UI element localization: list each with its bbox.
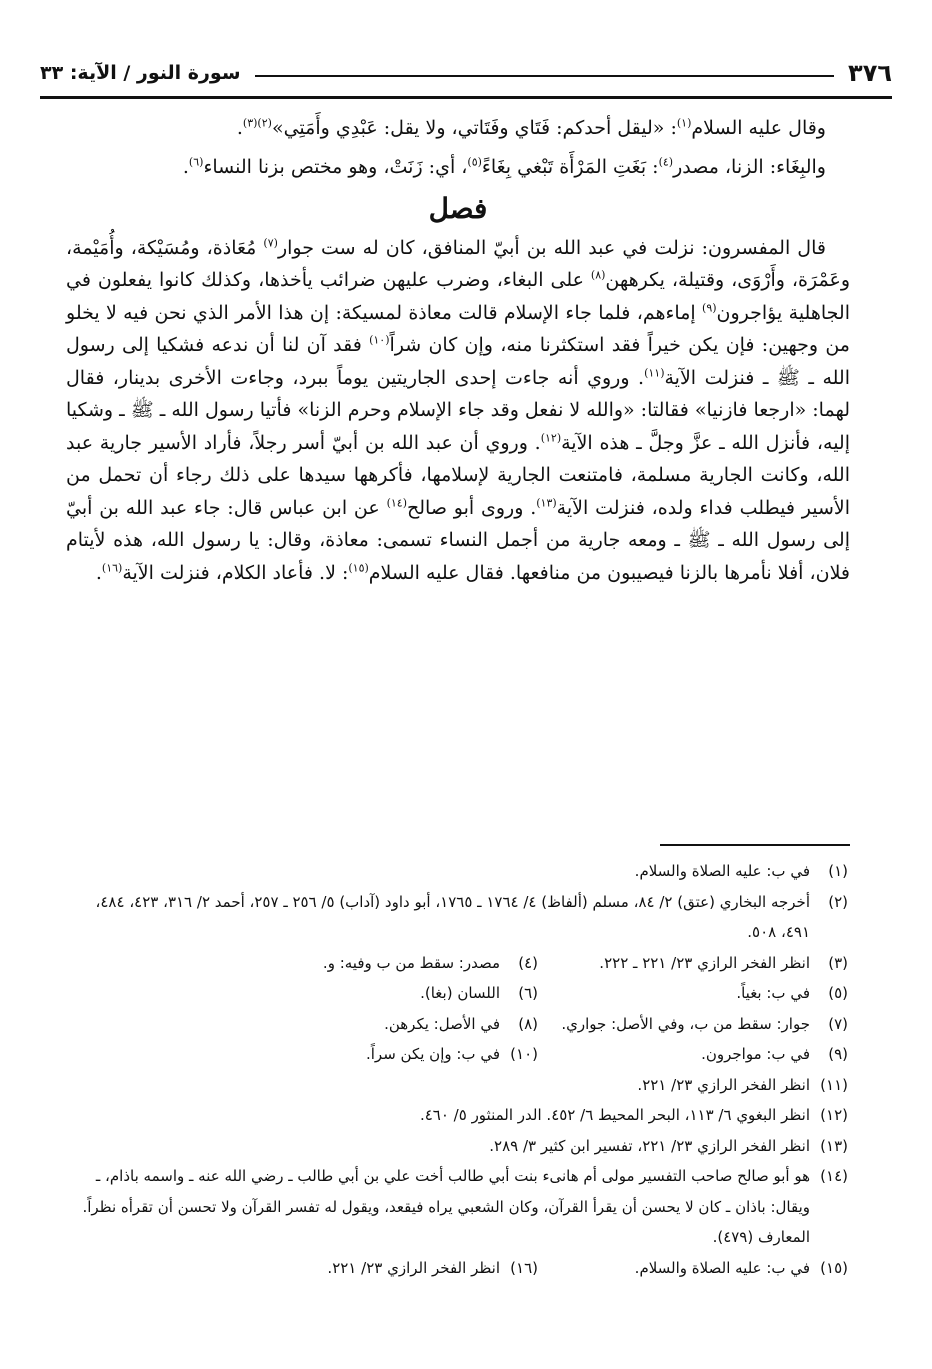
text-span: : بَغَتِ المَرْأَة تَبْغي بِغَاءً (481, 155, 659, 178)
footnote-item (66, 1070, 848, 1101)
footnote-item (228, 1009, 538, 1040)
footnote-text: انظر الفخر الرازي ٢٣/ ٢٢١ ـ ٢٢٢. (599, 953, 810, 972)
footnote-separator (660, 844, 850, 846)
footnote-ref: (٦) (188, 155, 204, 169)
text-span: قال المفسرون: نزلت في عبد الله بن أبيّ المنافق، كان له ست جوار (277, 236, 826, 259)
footnote-item (538, 978, 848, 1009)
footnote-text: انظر البغوي ٦/ ١١٣، البحر المحيط ٦/ ٤٥٢. الدر المنثور ٥/ ٤٦٠. (419, 1106, 810, 1124)
page-header (40, 50, 892, 99)
footnote-text: في ب: عليه الصلاة والسلام. (634, 1258, 810, 1277)
footnote-number: (١١) (820, 1075, 848, 1094)
text-span: . (95, 561, 102, 584)
footnote-ref: (١٥) (348, 561, 369, 575)
footnote-item (66, 1161, 848, 1253)
footnote-text: هو أبو صالح صاحب التفسير مولى أم هانىء بنت أبي طالب أخت علي بن أبي طالب ـ رضي الله عنه ـ واسمه باذام، ـ ويقال: باذان ـ كان لا يحسن أن يقرأ القرآن، وكان الشعبي يراه فيقعد، ويقول له تفسر القرآن ولا تحسن أن تقرأه نظراً. المعارف (٤٧٩). (82, 1167, 810, 1246)
footnote-number: (١٦) (510, 1258, 538, 1277)
footnote-item (66, 887, 848, 948)
text-span: إماءهم، فلما جاء الإسلام قالت معاذة لمسيكة: إن هذا الأمر الذي نحن فيه لا يخلو من وجهين: فإن يكن خيراً فقد استكثرنا منه، وإن كان شراً (66, 301, 850, 356)
footnote-text: أخرجه البخاري (عتق) ٢/ ٨٤، مسلم (ألفاظ) ٤/ ١٧٦٤ ـ ١٧٦٥، أبو داود (آداب) ٥/ ٢٥٦ ـ ٢٥٧، أحمد ٢/ ٣١٦، ٤٢٣، ٤٨٤، ٤٩١، ٥٠٨. (95, 892, 810, 941)
footnote-item (538, 1039, 848, 1070)
text-span: . وروى أبو صالح (406, 496, 537, 519)
footnote-text: اللسان (بغا). (420, 984, 500, 1002)
footnote-number: (١٥) (820, 1258, 848, 1277)
footnote-number: (٣) (828, 953, 848, 972)
text-span: مُعَاذة، ومُسَيْكة، وأُمَيْمة، وعَمْرَة، وأَرْوَى، وقتيلة، يكرههن (66, 236, 850, 291)
footnote-ref: (٧) (263, 236, 278, 250)
footnote-number: (١٣) (820, 1136, 848, 1155)
surah-title: سورة النور / الآية: ٣٣ (40, 62, 241, 84)
footnote-pair (66, 948, 848, 979)
paragraph-bigha (66, 151, 850, 184)
footnote-text: في الأصل: يكرهن. (384, 1014, 500, 1033)
footnote-item (228, 978, 538, 1009)
text-span: والبِغَاء: الزنا، مصدر (673, 155, 826, 178)
text-span: على البغاء، وضرب عليهن ضرائب يأخذها، وكذلك كانوا يفعلون في الجاهلية يؤاجرون (66, 269, 850, 324)
footnote-ref: (٨) (590, 268, 606, 282)
footnote-number: (٤) (518, 953, 538, 972)
footnote-pair (66, 1253, 848, 1284)
footnote-text: انظر الفخر الرازي ٢٣/ ٢٢١. (637, 1075, 810, 1094)
footnote-number: (١٢) (820, 1106, 848, 1124)
footnote-ref: (١٢) (540, 431, 562, 445)
text-span: : لا. فأعاد الكلام، فنزلت الآية (122, 561, 349, 584)
footnote-ref: (١) (676, 116, 692, 130)
footnote-item (66, 1100, 848, 1131)
footnote-item (538, 1009, 848, 1040)
footnote-text: في ب: وإن يكن سراً. (365, 1045, 500, 1063)
footnote-ref: (١٣) (536, 496, 557, 510)
footnote-text: مصدر: سقط من ب وفيه: و. (322, 953, 500, 972)
text-span: وقال عليه السلام (691, 117, 826, 139)
footnote-number: (٨) (518, 1014, 538, 1033)
text-span: عن ابن عباس قال: جاء عبد الله بن أبيّ إلى رسول الله ـ ﷺ ـ ومعه جارية من أجمل النساء تسمى: معاذة، وقال: يا رسول الله، هذه لأيتام فلان، أفلا نأمرها بالزنا فيصيبون من منافعها. فقال عليه السلام (66, 496, 850, 584)
footnote-number: (٩) (828, 1045, 848, 1063)
text-span: ، أي: زَنَتْ، وهو مختص بزنا النساء (203, 155, 468, 178)
footnote-number: (٥) (828, 984, 848, 1002)
paragraph-hadith (66, 112, 850, 145)
footnote-text: في ب: عليه الصلاة والسلام. (634, 862, 810, 880)
text-span: . وروي أنه جاءت إحدى الجاريتين يوماً ببرد، وجاءت الأخرى بدينار، فقال لهما: «ارجعا فازنيا» فقالتا: «والله لا نفعل وقد جاء الإسلام وحرم الزنا» فأتيا رسول الله ـ ﷺ ـ وشكيا إليه، فأنزل الله ـ عزَّ وجلَّ ـ هذه الآية (66, 366, 850, 454)
section-title: فصل (428, 192, 488, 225)
footnote-text: في ب: مواجرون. (701, 1045, 810, 1063)
footnotes (66, 856, 848, 1283)
footnote-number: (١٤) (820, 1167, 848, 1185)
footnote-text: في ب: بغياً. (736, 984, 810, 1002)
footnote-item (228, 948, 538, 979)
footnote-number: (١) (828, 862, 848, 880)
footnote-number: (٢) (828, 892, 848, 911)
footnote-ref: (١٠) (369, 333, 390, 347)
footnote-ref: (٤) (658, 155, 674, 169)
footnote-item (228, 1253, 538, 1284)
text-span: : «ليقل أحدكم: فَتَاي وفَتَاتي، ولا يقل: عَبْدِي وأَمَتِي» (271, 117, 677, 139)
footnote-item (228, 1039, 538, 1070)
footnote-ref: (١٤) (386, 496, 407, 510)
footnote-number: (١٠) (510, 1045, 538, 1063)
paragraph-tafsir (66, 232, 850, 590)
footnote-item (538, 948, 848, 979)
footnote-number: (٧) (828, 1014, 848, 1033)
text-span: فقد آن لنا أن ندعه فشكيا إلى رسول الله ـ ﷺ ـ فنزلت الآية (66, 334, 850, 389)
footnote-ref: (٥) (467, 155, 482, 169)
footnote-number: (٦) (518, 984, 538, 1002)
header-rule (255, 75, 835, 77)
footnote-item (66, 856, 848, 887)
footnote-pair (66, 978, 848, 1009)
footnote-text: جوار: سقط من ب، وفي الأصل: جواري. (561, 1014, 810, 1033)
footnote-ref: (٩) (702, 301, 717, 315)
text-span: . وروي أن عبد الله بن أبيّ أسر رجلاً، فأراد الأسير جارية عبد الله، وكانت الجارية مسلمة، فامتنعت الجارية لإسلامها، فأكرهها سيدها على ذلك رجاء أن تحمل من الأسير فيطلب فداء ولده، فنزلت الآية (66, 431, 850, 519)
footnote-item (538, 1253, 848, 1284)
main-text (66, 112, 850, 589)
footnote-text: انظر الفخر الرازي ٢٣/ ٢٢١، تفسير ابن كثير ٣/ ٢٨٩. (489, 1136, 810, 1155)
text-span: . (236, 117, 243, 139)
footnote-item (66, 1131, 848, 1162)
page-number: ٣٧٦ (848, 59, 892, 87)
footnote-ref: (١١) (644, 366, 665, 380)
footnote-ref: (٢)(٣) (242, 116, 272, 130)
text-span: . (182, 155, 189, 178)
footnote-ref: (١٦) (101, 561, 123, 575)
footnote-pair (66, 1009, 848, 1040)
footnote-pair (66, 1039, 848, 1070)
footnote-text: انظر الفخر الرازي ٢٣/ ٢٢١. (327, 1258, 500, 1277)
